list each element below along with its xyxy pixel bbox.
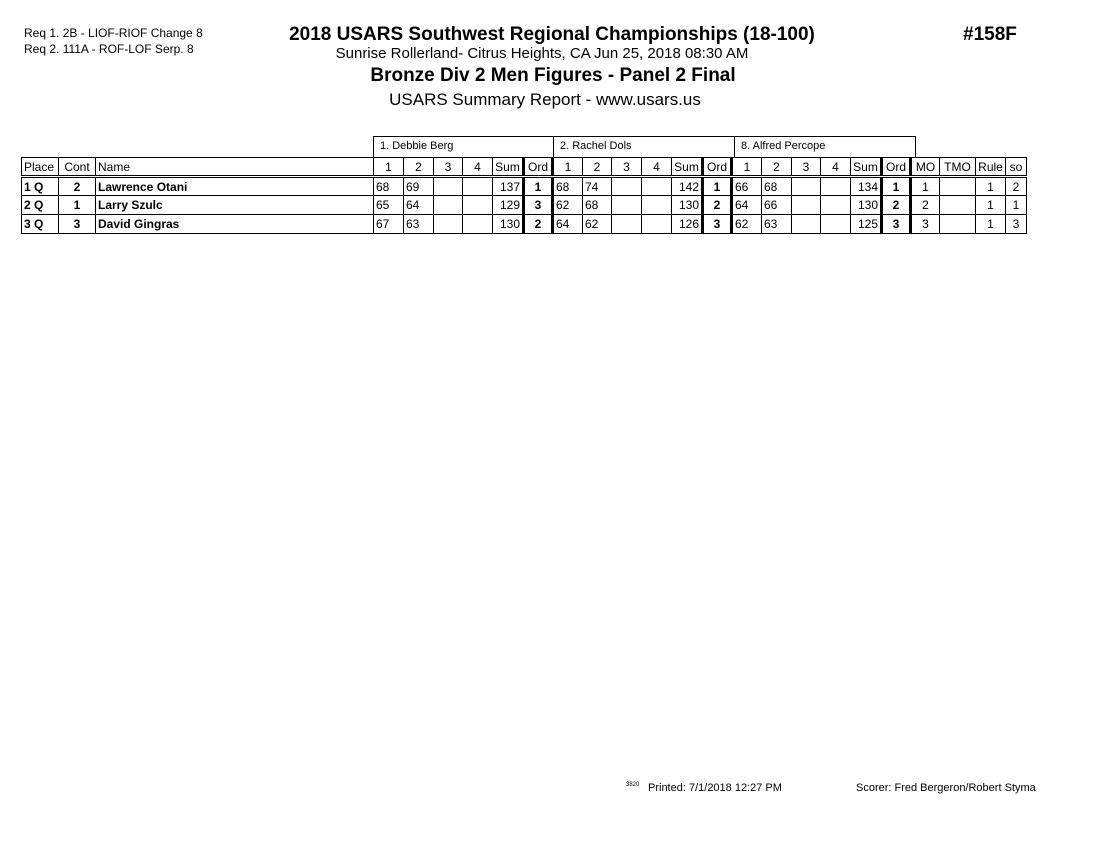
j2-score-4-cell <box>642 177 672 196</box>
event-title: Bronze Div 2 Men Figures - Panel 2 Final <box>370 65 736 86</box>
col-j1-3: 3 <box>434 158 463 177</box>
place-cell: 2 Q <box>22 196 59 215</box>
mo-cell: 2 <box>911 196 940 215</box>
report-code: 3820 <box>626 782 640 788</box>
j3-sum-cell: 134 <box>851 177 882 196</box>
table-row <box>22 196 1027 215</box>
judge-1-header <box>373 136 554 157</box>
so-cell: 2 <box>1006 177 1027 196</box>
col-j3-ord: Ord <box>882 158 911 177</box>
j3-score-3-cell <box>792 177 821 196</box>
col-j3-2: 2 <box>762 158 792 177</box>
j3-ord-cell: 1 <box>882 177 911 196</box>
j1-score-1-cell: 67 <box>374 215 404 234</box>
col-name: Name <box>96 158 374 177</box>
j3-score-4-cell <box>821 215 851 234</box>
j3-ord-cell: 3 <box>882 215 911 234</box>
col-rule: Rule <box>976 158 1006 177</box>
col-place: Place <box>22 158 59 177</box>
j1-ord-cell: 1 <box>524 177 553 196</box>
j2-score-4-cell <box>642 215 672 234</box>
j3-score-3-cell <box>792 215 821 234</box>
col-j3-1: 1 <box>732 158 762 177</box>
j1-sum-cell: 137 <box>493 177 524 196</box>
col-j1-sum: Sum <box>493 158 524 177</box>
j2-ord-cell: 2 <box>703 196 732 215</box>
j3-score-2-cell: 63 <box>762 215 792 234</box>
so-cell: 3 <box>1006 215 1027 234</box>
tmo-cell <box>940 196 976 215</box>
j1-score-4-cell <box>463 196 493 215</box>
j1-score-4-cell <box>463 215 493 234</box>
j3-score-3-cell <box>792 196 821 215</box>
col-j2-ord: Ord <box>703 158 732 177</box>
place-cell: 3 Q <box>22 215 59 234</box>
cont-cell: 2 <box>59 177 96 196</box>
requirement-2: Req 2. 111A - ROF-LOF Serp. 8 <box>24 42 194 56</box>
j2-ord-cell: 3 <box>703 215 732 234</box>
skater-name-cell: David Gingras <box>96 215 374 234</box>
j1-score-3-cell <box>434 196 463 215</box>
j1-sum-cell: 130 <box>493 215 524 234</box>
col-j3-sum: Sum <box>851 158 882 177</box>
rule-cell: 1 <box>976 177 1006 196</box>
j2-score-2-cell: 74 <box>583 177 612 196</box>
j2-score-3-cell <box>612 177 642 196</box>
j1-score-2-cell: 64 <box>404 196 434 215</box>
table-header-row <box>22 158 1027 177</box>
col-tmo: TMO <box>940 158 976 177</box>
j1-sum-cell: 129 <box>493 196 524 215</box>
j2-score-3-cell <box>612 196 642 215</box>
mo-cell: 1 <box>911 177 940 196</box>
j3-score-2-cell: 68 <box>762 177 792 196</box>
j2-sum-cell: 130 <box>672 196 703 215</box>
results-body <box>22 177 1027 234</box>
rule-cell: 1 <box>976 196 1006 215</box>
j2-score-1-cell: 62 <box>553 196 583 215</box>
judge-2-name: 2. Rachel Dols <box>560 140 632 152</box>
j3-sum-cell: 125 <box>851 215 882 234</box>
skater-name-cell: Lawrence Otani <box>96 177 374 196</box>
col-j2-3: 3 <box>612 158 642 177</box>
j3-score-4-cell <box>821 196 851 215</box>
col-so: so <box>1006 158 1027 177</box>
j2-score-1-cell: 64 <box>553 215 583 234</box>
j2-score-2-cell: 68 <box>583 196 612 215</box>
j1-score-1-cell: 68 <box>374 177 404 196</box>
j1-score-3-cell <box>434 177 463 196</box>
col-j1-ord: Ord <box>524 158 553 177</box>
place-cell: 1 Q <box>22 177 59 196</box>
j3-ord-cell: 2 <box>882 196 911 215</box>
cont-cell: 3 <box>59 215 96 234</box>
j1-score-4-cell <box>463 177 493 196</box>
j3-score-1-cell: 64 <box>732 196 762 215</box>
printed-timestamp: Printed: 7/1/2018 12:27 PM <box>648 782 782 794</box>
page-title: 2018 USARS Southwest Regional Championships (18-100) <box>289 24 815 45</box>
rule-cell: 1 <box>976 215 1006 234</box>
event-number: #158F <box>963 24 1017 45</box>
j1-score-1-cell: 65 <box>374 196 404 215</box>
mo-cell: 3 <box>911 215 940 234</box>
j1-ord-cell: 2 <box>524 215 553 234</box>
j3-score-2-cell: 66 <box>762 196 792 215</box>
judge-3-name: 8. Alfred Percope <box>741 140 826 152</box>
j2-ord-cell: 1 <box>703 177 732 196</box>
col-j3-3: 3 <box>792 158 821 177</box>
venue-date: Sunrise Rollerland- Citrus Heights, CA Jun 25, 2018 08:30 AM <box>335 45 749 62</box>
j2-score-4-cell <box>642 196 672 215</box>
tmo-cell <box>940 215 976 234</box>
j3-score-1-cell: 62 <box>732 215 762 234</box>
judge-3-header <box>734 136 916 157</box>
col-j2-2: 2 <box>583 158 612 177</box>
j1-score-3-cell <box>434 215 463 234</box>
scorer-names: Scorer: Fred Bergeron/Robert Styma <box>856 782 1036 794</box>
judge-2-header <box>553 136 735 157</box>
j3-score-1-cell: 66 <box>732 177 762 196</box>
j2-score-3-cell <box>612 215 642 234</box>
report-title: USARS Summary Report - www.usars.us <box>389 90 701 109</box>
j3-score-4-cell <box>821 177 851 196</box>
col-j2-4: 4 <box>642 158 672 177</box>
j3-sum-cell: 130 <box>851 196 882 215</box>
col-j3-4: 4 <box>821 158 851 177</box>
j2-score-2-cell: 62 <box>583 215 612 234</box>
j2-sum-cell: 142 <box>672 177 703 196</box>
cont-cell: 1 <box>59 196 96 215</box>
j2-score-1-cell: 68 <box>553 177 583 196</box>
j1-score-2-cell: 63 <box>404 215 434 234</box>
j1-ord-cell: 3 <box>524 196 553 215</box>
col-j2-1: 1 <box>553 158 583 177</box>
col-j1-1: 1 <box>374 158 404 177</box>
tmo-cell <box>940 177 976 196</box>
so-cell: 1 <box>1006 196 1027 215</box>
judge-1-name: 1. Debbie Berg <box>380 140 454 152</box>
col-j1-2: 2 <box>404 158 434 177</box>
col-cont: Cont <box>59 158 96 177</box>
j1-score-2-cell: 69 <box>404 177 434 196</box>
col-j2-sum: Sum <box>672 158 703 177</box>
results-table <box>21 157 1027 234</box>
requirement-1: Req 1. 2B - LIOF-RIOF Change 8 <box>24 26 203 40</box>
table-row <box>22 177 1027 196</box>
table-row <box>22 215 1027 234</box>
col-j1-4: 4 <box>463 158 493 177</box>
skater-name-cell: Larry Szulc <box>96 196 374 215</box>
col-mo: MO <box>911 158 940 177</box>
j2-sum-cell: 126 <box>672 215 703 234</box>
